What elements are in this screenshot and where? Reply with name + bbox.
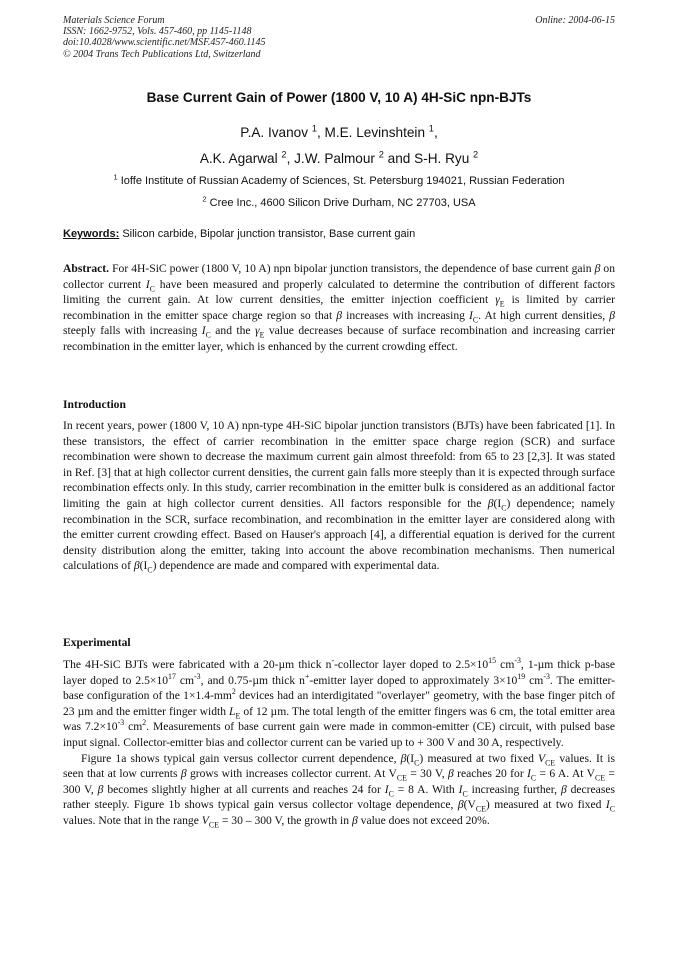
introduction-paragraph: In recent years, power (1800 V, 10 A) npn-type 4H-SiC bipolar junction transistors (BJTs) have been fabricated [1]. In these transistors, the effect of carrier recombination in the emitter space charge region (SCR) and surface recombination were shown to decrease the maximum current gain almost threefold: from 65 to 23 [2,3]. It was stated in Ref. [3] that at high collector current densities, the current gain falls more steeply than it is expected through surface recombination effects only. In this study, carrier recombination in the emitter bulk is considered as an additional factor limiting the gain at high collector current densities. All factors responsible for the $\beta(I_C)$ dependence; namely recombination in the SCR, surface recombination, and recombination in the emitter layer are considered along with the emitter current crowding effect. Based on Hauser's approach [4], a differential equation is derived for the current density distribution along the emitter, taking into account the above recombination mechanisms. Then numerical calculations of $\beta(I_C)$ dependence are made and compared with experimental data. xyxy=(63,419,615,575)
affiliation-mark: 2 xyxy=(281,149,287,160)
affiliation-mark: 1 xyxy=(311,123,317,134)
keywords xyxy=(63,228,615,240)
affiliation-mark: 2 xyxy=(378,149,384,160)
author-list xyxy=(63,120,615,172)
affiliation-mark: 1 xyxy=(428,123,434,134)
affiliation-mark: 2 xyxy=(473,149,479,160)
journal-copyright: © 2004 Trans Tech Publications Ltd, Switzerland xyxy=(63,48,261,60)
journal-header xyxy=(63,15,266,60)
section-heading-introduction: Introduction xyxy=(63,398,126,411)
experimental-section xyxy=(63,657,615,829)
author-name: A.K. Agarwal xyxy=(199,151,278,166)
author-name: M.E. Levinshtein xyxy=(324,125,426,140)
author-name: P.A. Ivanov xyxy=(240,125,309,140)
journal-name: Materials Science Forum xyxy=(63,15,165,26)
author-name: J.W. Palmour xyxy=(294,151,375,166)
section-heading-experimental: Experimental xyxy=(63,636,131,649)
affiliation-2: $^2$ Cree Inc., 4600 Silicon Drive Durham, NC 27703, USA xyxy=(202,194,476,209)
author-name: S-H. Ryu xyxy=(414,151,470,166)
journal-doi[interactable]: doi:10.4028/www.scientific.net/MSF.457-460.1145 xyxy=(63,37,266,49)
abstract: Abstract. For 4H-SiC power (1800 V, 10 A) npn bipolar junction transistors, the dependence of base current gain β on collector current $I_C$ have been measured and properly calculated to determine the contribution of different factors limiting the current gain. At low current densities, the emitter injection coefficient $\gamma_E$ is limited by carrier recombination in the emitter space charge region so that β increases with increasing $I_C$. At high current densities, β steeply falls with increasing $I_C$ and the $\gamma_E$ value decreases because of surface recombination and increasing carrier recombination in the emitter layer, which is enhanced by the current crowding effect. xyxy=(63,262,616,353)
experimental-paragraph-2: Figure 1a shows typical gain versus collector current dependence, $\beta(I_C)$ measured at two fixed $V_{CE}$ values. It is seen that at low currents β grows with increases collector current. At $V_{CE} = 30$ V, β reaches 20 for $I_C = 6$ A. At $V_{CE} = 300$ V, β becomes slightly higher at all currents and reaches 24 for $I_C = 8$ A. With $I_C$ increasing further, β decreases rather steeply. Figure 1b shows typical gain versus collector voltage dependence, $\beta(V_{CE})$ measured at two fixed $I_C$ values. Note that in the range $V_{CE} = 30 - 300$ V, the growth in β value does not exceed 20%. xyxy=(63,751,616,830)
affiliations xyxy=(63,170,615,214)
author-line-2: A.K. Agarwal $^2$, J.W. Palmour $^2$ and S-H. Ryu $^2$ xyxy=(199,149,479,166)
experimental-paragraph-1: The 4H-SiC BJTs were fabricated with a 20-µm thick n--collector layer doped to $2.5\times 10^{15}$ $cm^{-3}$, 1-µm thick p-base layer doped to $2.5\times 10^{17}$ $cm^{-3}$, and 0.75-µm thick n+-emitter layer doped to approximately $3\times 10^{19}$ $cm^{-3}$. The emitter-base configuration of the $1\times 1.4-mm^2$ devices had an interdigitated "overlayer" geometry, with the base finger pitch of 23 µm and the emitter finger width $L_E$ of 12 µm. The total length of the emitter fingers was 6 cm, the total emitter area was $7.2\times 10^{-3}$ $cm^2$. Measurements of base current gain were made in common-emitter (CE) circuit, with pulsed base input signal. Collector-emitter bias and collector current can be varied up to + 300 V and 30 A, respectively. xyxy=(63,656,616,749)
affiliation-1: $^1$ Ioffe Institute of Russian Academy of Sciences, St. Petersburg 194021, Russian Federation xyxy=(113,172,565,187)
journal-issn: ISSN: 1662-9752, Vols. 457-460, pp 1145-1148 xyxy=(63,26,252,38)
keywords-text: Silicon carbide, Bipolar junction transistor, Base current gain xyxy=(122,228,416,240)
abstract-label: Abstract. xyxy=(63,262,110,275)
keywords-label: Keywords: xyxy=(63,228,120,240)
paper-title: Base Current Gain of Power (1800 V, 10 A) 4H-SiC npn-BJTs xyxy=(146,90,532,105)
author-line-1: P.A. Ivanov $^1$, M.E. Levinshtein $^1$, xyxy=(240,123,438,140)
online-date: Online: 2004-06-15 xyxy=(535,15,615,26)
